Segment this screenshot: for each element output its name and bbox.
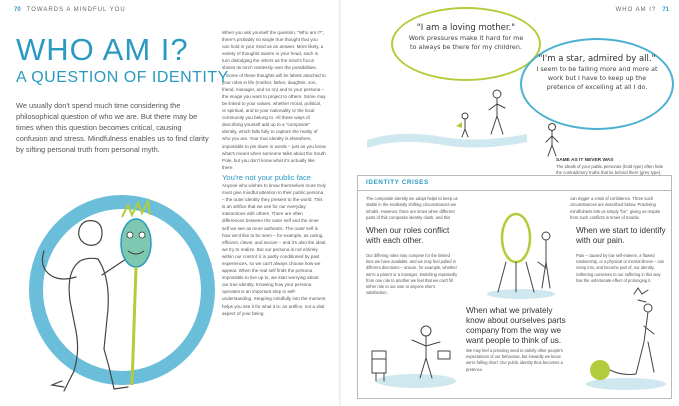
panel-intro: can trigger a crisis of confidence. Three such circumstances are described below. Practising mindfulness lets us simply "be", giving us respite from such conflicts in times of trouble. bbox=[570, 196, 661, 220]
body-column bbox=[222, 29, 326, 317]
bubble-quote: "I am a loving mother." bbox=[416, 23, 516, 33]
panel-intro: The composite identity we adopt helps to keep us stable in the endlessly shifting circumstances we inhabit. However, there are times when different parts of this composite identity clash, and this bbox=[366, 196, 458, 220]
mask-on-stick bbox=[121, 201, 151, 385]
body-paragraph: Anyone who wishes to know themselves more truly must give mindful attention to their public persona – the outer identity they present to the world. This is an artifice that we use for our everyday interactions with others. There are often differences between the outer self and the inner self we see as more authentic. The outer self is how we'd like to be seen – for example, as caring, efficient, clever, and secure – and it's also the ideal we try to realize. But our persona is not entirely within our control: it is partly conditioned by past experiences, so we can't always choose how we appear. When the real self finds the persona impossible to live up to, we start worrying about our true identity. Knowing how your persona operates is an important step in self-understanding. Stepping mindfully into the moment helps you see it for what it is: an artifice, not a vital aspect of your being. bbox=[222, 182, 326, 316]
right-running-head bbox=[616, 7, 669, 13]
intro-text: We usually don't spend much time considering the philosophical question of who we are. But there may be times when this question becomes critical, causing confusion and stress. Mindfulness enables us to find clarity by sifting personal truth from personal myth. bbox=[16, 101, 209, 154]
identity-crises-panel bbox=[357, 175, 672, 399]
businessman-illustration bbox=[540, 122, 564, 158]
mirror-illustration bbox=[466, 196, 566, 301]
juggling-roles-illustration bbox=[366, 311, 461, 391]
left-page-number: 70 bbox=[14, 7, 21, 13]
left-running-head bbox=[14, 7, 126, 13]
caption-text: The ideals of your public personas (bold type) often hide the contradictory truths that lie behind them (grey type). bbox=[556, 164, 664, 175]
right-page-number: 71 bbox=[662, 7, 669, 13]
bubble-quote: "I'm a star, admired by all." bbox=[538, 54, 656, 64]
crisis-text: We may feel a pressing need to satisfy other people's expectations of our behaviour, but inwardly we know we're falling short. Our public identity thus becomes a pretence. bbox=[466, 348, 563, 372]
page-title: WHO AM I? bbox=[16, 32, 189, 67]
bubble-text: Work pressures make it hard for me to always be there for my children. bbox=[408, 34, 524, 51]
crisis-heading: When we start to identify with our pain. bbox=[576, 226, 666, 245]
body-paragraph: Some of these thoughts will be labels attached to your roles in life (mother, father, daughter, son, friend, manager, and so on) and to your persona – the image you want to project to others. Some may be linked to your values, whether moral, political, or spiritual, and to your nationality or the local community you belong to. All these ways of describing yourself add up to a "composite" identity, which falls fully to capture the reality of who you are. Your true identity is elsewhere, impossible to pin down in words – just as you know what's meant when someone talks about the South Pole, but you don't know what it's actually like there. bbox=[222, 72, 326, 170]
panel-divider bbox=[358, 190, 671, 191]
caption-heading: SAME AS IT NEVER WAS bbox=[556, 158, 614, 163]
left-section-name: TOWARDS A MINDFUL YOU bbox=[26, 7, 126, 13]
speech-bubble-mother bbox=[391, 7, 541, 81]
crisis-heading: When what we privately know about ourselves parts company from the way we want people to think of us. bbox=[466, 306, 566, 345]
right-section-name: WHO AM I? bbox=[615, 7, 657, 13]
page-gutter bbox=[339, 0, 341, 406]
crisis-heading: When our roles conflict with each other. bbox=[366, 226, 450, 245]
identity-ring bbox=[36, 202, 208, 378]
crisis-text: Pain – caused by low self-esteem, a flawed relationship, or a physical or mental illness – can creep into, and become part of, our identity. Softening ourselves to our suffering in this way has the unfortunate effect of prolonging it. bbox=[576, 253, 665, 283]
man-with-mask-illustration bbox=[14, 185, 219, 395]
ball-and-chain-illustration bbox=[576, 286, 668, 394]
crisis-text: Our differing roles may compete for the limited time we have available, and we may feel pulled in different directions – unsure, for example, whether we're a parent or a manager. Switching repeatedly from one role to another we feel that we can't fill either role to our own or anyone else's satisfaction. bbox=[366, 253, 458, 296]
section-subhead: You're not your public face bbox=[222, 172, 311, 182]
panel-title: IDENTITY CRISES bbox=[366, 179, 429, 186]
bubble-text: I seem to be failing more and more at work but I have to keep up the pretence of excelling at all I do. bbox=[536, 65, 658, 91]
body-paragraph: When you ask yourself the question, "Who am I?", there's probably no single true thought that you can hold in your mind as an answer. More likely, a variety of thoughts swarm in your head, each in turn dislodging the others as the mind's focus shines its torch restlessly over the possibilities. bbox=[222, 30, 325, 71]
speech-bubble-star bbox=[520, 38, 674, 130]
page-subtitle: A QUESTION OF IDENTITY bbox=[16, 69, 229, 86]
